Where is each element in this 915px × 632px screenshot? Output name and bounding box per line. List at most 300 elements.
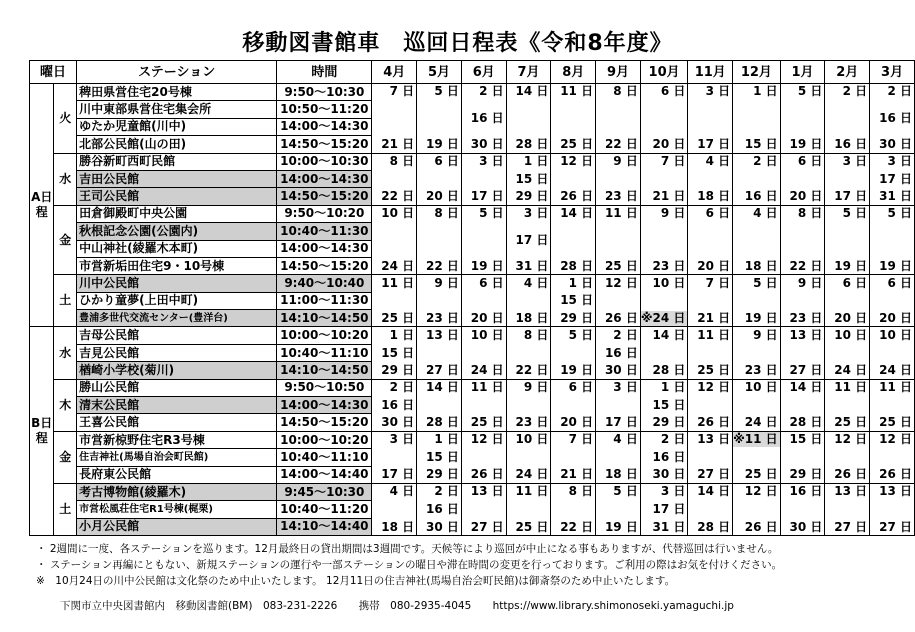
date-cell (372, 483, 417, 535)
visit-date: 23 日 (515, 415, 549, 430)
date-cell (780, 379, 825, 431)
visit-date: 19 日 (470, 258, 504, 273)
visit-date: 11 日 (381, 275, 415, 290)
visit-date: 25 日 (604, 258, 638, 273)
date-cell (461, 483, 506, 535)
station-name: 吉見公民館 (77, 344, 277, 361)
visit-date: 13 日 (426, 327, 459, 342)
visit-date: 16 日 (789, 484, 823, 499)
station-time: 10:00～10:30 (277, 153, 372, 170)
date-cell (506, 379, 551, 431)
visit-date: 29 日 (652, 415, 686, 430)
visit-date: 11 日 (879, 380, 912, 395)
visit-date: 16 日 (879, 110, 912, 125)
table-row (30, 327, 915, 344)
header-time: 時間 (277, 61, 372, 84)
visit-date: 3 日 (842, 154, 868, 169)
station-name: 秋根記念公園(公園内) (77, 223, 277, 240)
visit-date: 5 日 (479, 206, 504, 221)
visit-date: 3 日 (613, 380, 638, 395)
visit-date: 2 日 (842, 84, 868, 99)
weekday-label: 木 (54, 379, 77, 431)
visit-date: 1 日 (568, 275, 594, 290)
visit-date: 11 日 (697, 327, 731, 342)
date-cell (372, 153, 417, 205)
date-cell (506, 153, 551, 205)
visit-date: 22 日 (515, 363, 549, 378)
visit-date: 16 日 (426, 502, 459, 517)
visit-date: 16 日 (834, 137, 868, 152)
station-time: 10:50～11:20 (277, 101, 372, 118)
visit-date: 18 日 (744, 258, 778, 273)
notes (36, 541, 906, 589)
date-cell (506, 275, 551, 327)
station-name: 長府東公民館 (77, 466, 277, 483)
station-name: 北部公民館(山の田) (77, 136, 277, 153)
visit-date: 31 日 (879, 189, 912, 204)
weekday-label: 土 (54, 275, 77, 327)
visit-date: 15 日 (744, 137, 778, 152)
visit-date: 12 日 (560, 154, 594, 169)
visit-date: 5 日 (434, 84, 459, 99)
visit-date: 4 日 (523, 275, 549, 290)
date-cell (733, 431, 781, 483)
date-cell (825, 275, 870, 327)
visit-date: 30 日 (789, 519, 823, 534)
visit-date: 17 日 (604, 415, 638, 430)
date-cell (461, 205, 506, 275)
visit-date: 16 日 (744, 189, 778, 204)
visit-date: 13 日 (470, 484, 504, 499)
visit-date: 17 日 (515, 232, 549, 247)
date-cell (780, 205, 825, 275)
visit-date: 20 日 (834, 310, 868, 325)
visit-date: 6 日 (660, 84, 686, 99)
station-time: 14:00～14:40 (277, 466, 372, 483)
date-cell (733, 84, 781, 154)
date-cell (825, 327, 870, 379)
visit-date: 26 日 (834, 467, 868, 482)
station-name: 考古博物館(綾羅木) (77, 483, 277, 500)
visit-date: 15 日 (426, 449, 459, 464)
date-cell (640, 84, 688, 154)
station-time: 10:00～10:20 (277, 431, 372, 448)
visit-date: 26 日 (744, 519, 778, 534)
visit-date: 12 日 (604, 275, 638, 290)
visit-date: 4 日 (389, 484, 415, 499)
visit-date: 23 日 (426, 310, 459, 325)
visit-date: 17 日 (381, 467, 415, 482)
visit-date: 6 日 (434, 154, 459, 169)
visit-date: 8 日 (568, 484, 594, 499)
visit-date: 28 日 (560, 258, 594, 273)
date-cell (733, 275, 781, 327)
date-cell (461, 275, 506, 327)
visit-date: 11 日 (470, 380, 504, 395)
date-cell (551, 84, 596, 154)
visit-date: 13 日 (697, 432, 731, 447)
date-cell (372, 205, 417, 275)
date-cell (417, 431, 462, 483)
station-name: 中山神社(綾羅木本町) (77, 240, 277, 257)
date-cell (870, 327, 915, 379)
visit-date: 14 日 (426, 380, 459, 395)
visit-date: 5 日 (842, 206, 868, 221)
table-row (30, 431, 915, 448)
station-name: 勝谷新町西町民館 (77, 153, 277, 170)
visit-date: 4 日 (753, 206, 778, 221)
date-cell (870, 431, 915, 483)
station-time: 14:50～15:20 (277, 257, 372, 274)
visit-date: 15 日 (652, 397, 686, 412)
table-row (30, 379, 915, 396)
visit-date: 29 日 (426, 467, 459, 482)
visit-date: 18 日 (697, 189, 731, 204)
date-cell (870, 483, 915, 535)
visit-date: 28 日 (652, 363, 686, 378)
visit-date: 27 日 (879, 519, 912, 534)
visit-date: 13 日 (879, 484, 912, 499)
visit-date: 24 日 (879, 363, 912, 378)
date-cell (688, 275, 733, 327)
visit-date: 17 日 (697, 137, 731, 152)
date-cell (461, 327, 506, 379)
visit-date: 6 日 (568, 380, 594, 395)
visit-date: 19 日 (879, 258, 912, 273)
visit-date: 29 日 (515, 189, 549, 204)
visit-date: 19 日 (604, 519, 638, 534)
visit-date: 3 日 (887, 154, 912, 169)
visit-date: 21 日 (381, 137, 415, 152)
header-month: 5月 (417, 61, 462, 84)
visit-date: 5 日 (887, 206, 912, 221)
visit-date: 9 日 (660, 206, 686, 221)
visit-date: 2 日 (389, 380, 415, 395)
visit-date: 14 日 (652, 327, 686, 342)
visit-date: 19 日 (426, 137, 459, 152)
visit-date: 30 日 (381, 415, 415, 430)
visit-date: 29 日 (789, 467, 823, 482)
visit-date: 8 日 (613, 84, 638, 99)
date-cell (825, 153, 870, 205)
header-month: 12月 (733, 61, 781, 84)
date-cell (596, 431, 641, 483)
footer-library: 下関市立中央図書館内 移動図書館(BM) 083-231-2226 (60, 600, 338, 612)
header-month: 1月 (780, 61, 825, 84)
visit-date: 1 日 (523, 154, 549, 169)
visit-date: 11 日 (560, 84, 594, 99)
station-time: 11:00～11:30 (277, 292, 372, 309)
visit-date: 2 日 (479, 84, 504, 99)
visit-date: 22 日 (381, 189, 415, 204)
visit-date: 22 日 (560, 519, 594, 534)
visit-date: 17 日 (470, 189, 504, 204)
visit-date: 7 日 (705, 275, 731, 290)
header-month: 8月 (551, 61, 596, 84)
visit-date: 24 日 (744, 415, 778, 430)
weekday-label: 金 (54, 431, 77, 483)
date-cell (551, 153, 596, 205)
header-month: 4月 (372, 61, 417, 84)
station-name: 豊浦多世代交流センター(豊洋台) (77, 310, 277, 327)
header-station: ステーション (77, 61, 277, 84)
date-cell (417, 379, 462, 431)
visit-date: 26 日 (470, 467, 504, 482)
visit-date: 4 日 (613, 432, 638, 447)
visit-date: 10 日 (879, 327, 912, 342)
date-cell (596, 483, 641, 535)
visit-date: 16 日 (470, 110, 504, 125)
date-cell (372, 327, 417, 379)
station-name: 住吉神社(馬場自治会町民館) (77, 449, 277, 466)
visit-date: 25 日 (560, 137, 594, 152)
station-name: 田倉御殿町中央公園 (77, 205, 277, 222)
visit-date: 16 日 (604, 345, 638, 360)
date-cell (780, 431, 825, 483)
weekday-label: 火 (54, 84, 77, 154)
visit-date: 30 日 (426, 519, 459, 534)
date-cell (870, 153, 915, 205)
station-time: 14:00～14:30 (277, 170, 372, 187)
visit-date: 27 日 (426, 363, 459, 378)
station-time: 14:00～14:30 (277, 240, 372, 257)
visit-date: 25 日 (744, 467, 778, 482)
visit-date: 12 日 (470, 432, 504, 447)
weekday-label: 水 (54, 327, 77, 379)
date-cell (825, 205, 870, 275)
station-name: 王司公民館 (77, 188, 277, 205)
date-cell (640, 379, 688, 431)
visit-date: 4 日 (705, 154, 731, 169)
date-cell (551, 431, 596, 483)
date-cell (733, 327, 781, 379)
visit-date: 3 日 (389, 432, 415, 447)
date-cell (461, 431, 506, 483)
date-cell (688, 431, 733, 483)
visit-date: 8 日 (389, 154, 415, 169)
date-cell (825, 483, 870, 535)
station-name: 王喜公民館 (77, 414, 277, 431)
visit-date: 30 日 (879, 137, 912, 152)
visit-date: 1 日 (389, 327, 415, 342)
station-name: 小月公民館 (77, 518, 277, 535)
date-cell (506, 431, 551, 483)
station-name: 市営松風荘住宅R1号棟(梶栗) (77, 501, 277, 518)
visit-date: 20 日 (879, 310, 912, 325)
table-row (30, 84, 915, 101)
visit-date: 1 日 (753, 84, 778, 99)
weekday-label: 土 (54, 483, 77, 535)
visit-date: 19 日 (834, 258, 868, 273)
visit-date: 25 日 (834, 415, 868, 430)
date-cell (372, 379, 417, 431)
station-name: 市営新垢田住宅9・10号棟 (77, 257, 277, 274)
visit-date: 30 日 (470, 137, 504, 152)
date-cell (372, 84, 417, 154)
station-name: 吉田公民館 (77, 170, 277, 187)
visit-date: 2 日 (434, 484, 459, 499)
visit-date: 11 日 (834, 380, 868, 395)
visit-date: 27 日 (697, 467, 731, 482)
table-header-row (30, 61, 915, 84)
table-row (30, 153, 915, 170)
visit-date: 31 日 (515, 258, 549, 273)
visit-date: 24 日 (515, 467, 549, 482)
footer-url: https://www.library.shimonoseki.yamaguchi.jp (492, 600, 734, 612)
visit-date: 6 日 (887, 275, 912, 290)
table-row (30, 275, 915, 292)
visit-date: 15 日 (381, 345, 415, 360)
header-day: 曜日 (30, 61, 77, 84)
visit-date: 6 日 (479, 275, 504, 290)
date-cell (596, 205, 641, 275)
visit-date: 21 日 (560, 467, 594, 482)
visit-date: 26 日 (560, 189, 594, 204)
visit-date: 9 日 (434, 275, 459, 290)
page-title: 移動図書館車 巡回日程表《令和8年度》 (242, 31, 673, 56)
date-cell (372, 275, 417, 327)
visit-date: 16 日 (652, 449, 686, 464)
visit-date: 17 日 (879, 171, 912, 186)
visit-date: 8 日 (434, 206, 459, 221)
visit-date: 7 日 (568, 432, 594, 447)
visit-date: 24 日 (834, 363, 868, 378)
visit-date: 23 日 (652, 258, 686, 273)
visit-date: ※24 日 (640, 310, 686, 325)
station-time: 10:40～11:30 (277, 223, 372, 240)
schedule-group-label: B日程 (30, 327, 54, 536)
note-line: ・ 2週間に一度、各ステーションを巡ります。12月最終日の貸出期間は3週間です。天候等により巡回が中止になる事もありますが、代替巡回は行いません。 (36, 543, 779, 555)
station-time: 10:40～11:10 (277, 344, 372, 361)
visit-date: 5 日 (613, 484, 638, 499)
station-time: 14:00～14:30 (277, 118, 372, 135)
header-month: 9月 (596, 61, 641, 84)
visit-date: 19 日 (744, 310, 778, 325)
visit-date: 28 日 (426, 415, 459, 430)
station-name: 勝山公民館 (77, 379, 277, 396)
visit-date: 7 日 (660, 154, 686, 169)
header-month: 2月 (825, 61, 870, 84)
footer (60, 598, 752, 613)
header-month: 10月 (640, 61, 688, 84)
visit-date: 10 日 (381, 206, 415, 221)
visit-date: 30 日 (652, 467, 686, 482)
date-cell (870, 205, 915, 275)
date-cell (640, 275, 688, 327)
date-cell (870, 84, 915, 154)
date-cell (640, 431, 688, 483)
visit-date: 2 日 (753, 154, 778, 169)
visit-date: 22 日 (789, 258, 823, 273)
date-cell (506, 327, 551, 379)
visit-date: 10 日 (744, 380, 778, 395)
station-time: 9:50～10:20 (277, 205, 372, 222)
visit-date: 7 日 (389, 84, 415, 99)
header-month: 3月 (870, 61, 915, 84)
date-cell (551, 205, 596, 275)
date-cell (688, 205, 733, 275)
station-time: 14:50～15:20 (277, 188, 372, 205)
date-cell (780, 275, 825, 327)
visit-date: 23 日 (744, 363, 778, 378)
station-name: 清末公民館 (77, 397, 277, 414)
date-cell (417, 483, 462, 535)
date-cell (780, 327, 825, 379)
visit-date: 6 日 (705, 206, 731, 221)
date-cell (688, 379, 733, 431)
station-name: 楢崎小学校(菊川) (77, 362, 277, 379)
visit-date: 10 日 (515, 432, 549, 447)
table-row (30, 205, 915, 222)
visit-date: 18 日 (515, 310, 549, 325)
station-time: 10:00～10:20 (277, 327, 372, 344)
weekday-label: 金 (54, 205, 77, 275)
station-time: 9:40～10:40 (277, 275, 372, 292)
visit-date: 5 日 (797, 84, 823, 99)
table-row (30, 483, 915, 500)
visit-date: 17 日 (834, 189, 868, 204)
header-month: 6月 (461, 61, 506, 84)
visit-date: 15 日 (560, 293, 594, 308)
visit-date: 24 日 (470, 363, 504, 378)
visit-date: 20 日 (789, 189, 823, 204)
visit-date: 9 日 (753, 327, 778, 342)
visit-date: 13 日 (834, 484, 868, 499)
visit-date: 11 日 (515, 484, 549, 499)
visit-date: 8 日 (797, 206, 823, 221)
station-name: 市営新椋野住宅R3号棟 (77, 431, 277, 448)
visit-date: 3 日 (523, 206, 549, 221)
visit-date: 10 日 (834, 327, 868, 342)
visit-date: 14 日 (515, 84, 549, 99)
date-cell (870, 379, 915, 431)
date-cell (640, 153, 688, 205)
visit-date: 9 日 (797, 275, 823, 290)
date-cell (688, 153, 733, 205)
date-cell (780, 483, 825, 535)
date-cell (372, 431, 417, 483)
visit-date: 14 日 (697, 484, 731, 499)
visit-date: 1 日 (434, 432, 459, 447)
visit-date: 18 日 (604, 467, 638, 482)
station-name: 稗田県営住宅20号棟 (77, 84, 277, 101)
station-name: ひかり童夢(上田中町) (77, 292, 277, 309)
visit-date: 28 日 (789, 415, 823, 430)
date-cell (461, 379, 506, 431)
visit-date: 23 日 (604, 189, 638, 204)
station-time: 9:50～10:30 (277, 84, 372, 101)
date-cell (417, 153, 462, 205)
date-cell (825, 379, 870, 431)
note-line: ・ ステーション再編にともない、新規ステーションの運行や一部ステーションの曜日や滞在時間の変更を行っております。ご利用の際はお気を付けください。 (36, 559, 783, 571)
date-cell (417, 327, 462, 379)
visit-date: 20 日 (652, 137, 686, 152)
visit-date: 31 日 (652, 519, 686, 534)
date-cell (506, 205, 551, 275)
visit-date: 19 日 (560, 363, 594, 378)
date-cell (596, 327, 641, 379)
visit-date: 3 日 (660, 484, 686, 499)
date-cell (733, 483, 781, 535)
visit-date: 25 日 (470, 415, 504, 430)
visit-date: 15 日 (789, 432, 823, 447)
station-time: 14:00～14:30 (277, 397, 372, 414)
visit-date: 9 日 (613, 154, 638, 169)
visit-date: 1 日 (660, 380, 686, 395)
visit-date: 27 日 (789, 363, 823, 378)
date-cell (506, 483, 551, 535)
date-cell (551, 379, 596, 431)
